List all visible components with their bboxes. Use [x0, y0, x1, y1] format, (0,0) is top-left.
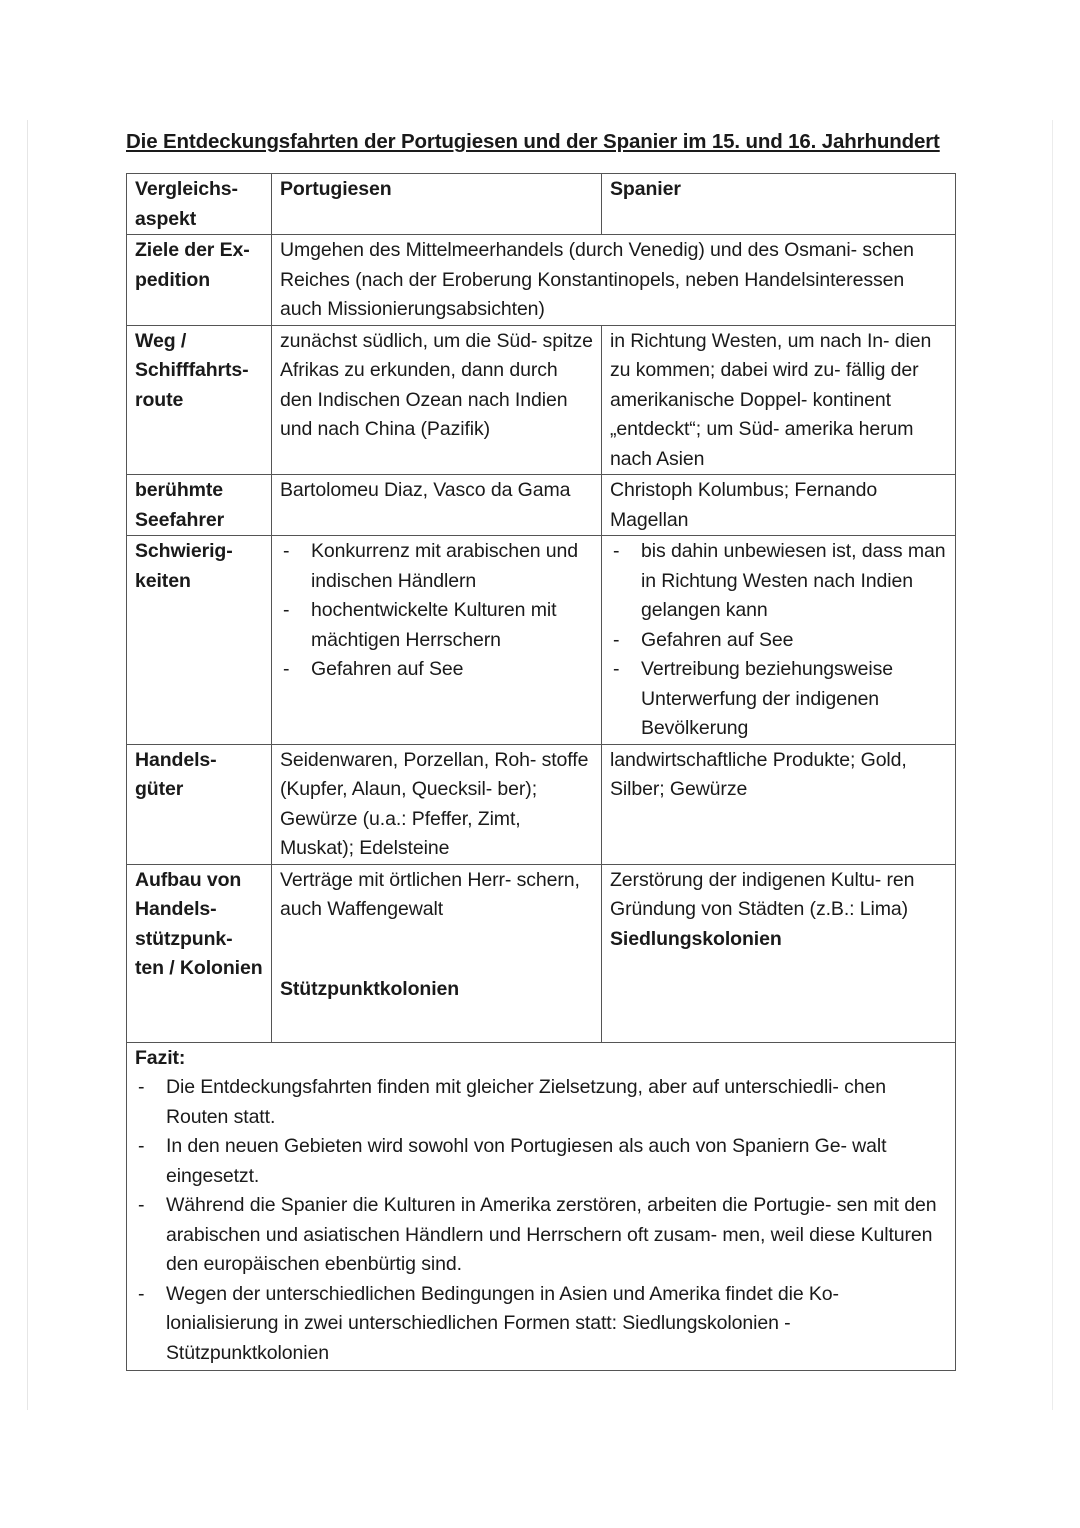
handelsgueter-spanier: landwirtschaftliche Produkte; Gold, Silber; Gewürze [602, 744, 956, 864]
seefahrer-portugiesen: Bartolomeu Diaz, Vasco da Gama [272, 475, 602, 536]
list-item: - Während die Spanier die Kulturen in Amerika zerstören, arbeiten die Portugie- sen mit den arabischen und asiatischen Händlern und Herrschern oft zusam- men, weil diese Kulturen den europäischen ebenbürtig sind. [135, 1191, 947, 1280]
kolonien-spanier [602, 864, 956, 1042]
fazit-list [135, 1073, 947, 1368]
route-portugiesen: zunächst südlich, um die Süd- spitze Afrikas zu erkunden, dann durch den Indischen Ozean nach Indien und nach China (Pazifik) [272, 325, 602, 475]
header-portugiesen: Portugiesen [272, 174, 602, 235]
spacer [280, 925, 593, 975]
fazit-cell [127, 1042, 956, 1371]
table-header-row [127, 174, 956, 235]
table-row [127, 325, 956, 475]
list-item: - Die Entdeckungsfahrten finden mit gleicher Zielsetzung, aber auf unterschiedli- chen Routen statt. [135, 1073, 947, 1132]
row-aspect-schwierigkeiten: Schwierig- keiten [127, 536, 272, 745]
table-row [127, 536, 956, 745]
row-aspect-route: Weg / Schifffahrts- route [127, 325, 272, 475]
page-edge-right [1052, 120, 1053, 1410]
document-title: Die Entdeckungsfahrten der Portugiesen und der Spanier im 15. und 16. Jahrhundert [126, 130, 940, 153]
route-spanier: in Richtung Westen, um nach In- dien zu kommen; dabei wird zu- fällig der amerikanische Doppel- kontinent „entdeckt“; um Süd- amerika herum nach Asien [602, 325, 956, 475]
kolonien-spanier-text-1: Zerstörung der indigenen Kultu- ren [610, 868, 915, 891]
row-aspect-handelsgueter: Handels- güter [127, 744, 272, 864]
list-item: - Wegen der unterschiedlichen Bedingungen in Asien und Amerika findet die Ko- lonialisierung in zwei unterschiedlichen Formen statt: Siedlungskolonien - Stützpunktkolonien [135, 1280, 947, 1369]
list-item: - Vertreibung beziehungsweise Unterwerfung der indigenen Bevölkerung [610, 655, 947, 744]
fazit-heading: Fazit: [135, 1046, 186, 1069]
list-item: - hochentwickelte Kulturen mit mächtigen Herrschern [280, 596, 593, 655]
page-edge-left [27, 120, 28, 1410]
list-item: - Gefahren auf See [280, 655, 593, 685]
comparison-table [126, 173, 956, 1371]
table-row [127, 235, 956, 326]
header-spanier: Spanier [602, 174, 956, 235]
schwierigkeiten-spanier [602, 536, 956, 745]
list-item: - Gefahren auf See [610, 626, 947, 656]
header-aspect: Vergleichs- aspekt [127, 174, 272, 235]
row-aspect-seefahrer: berühmte Seefahrer [127, 475, 272, 536]
list-item: - bis dahin unbewiesen ist, dass man in Richtung Westen nach Indien gelangen kann [610, 537, 947, 626]
row-aspect-ziele: Ziele der Ex- pedition [127, 235, 272, 326]
kolonien-portugiesen-type: Stützpunktkolonien [280, 977, 460, 1000]
schwierigkeiten-portugiesen [272, 536, 602, 745]
list-item: - In den neuen Gebieten wird sowohl von Portugiesen als auch von Spaniern Ge- walt eingesetzt. [135, 1132, 947, 1191]
list-item: - Konkurrenz mit arabischen und indischen Händlern [280, 537, 593, 596]
kolonien-portugiesen [272, 864, 602, 1042]
kolonien-spanier-type: Siedlungskolonien [610, 927, 782, 950]
table-row [127, 864, 956, 1042]
fazit-row [127, 1042, 956, 1371]
kolonien-portugiesen-text: Verträge mit örtlichen Herr- schern, auch Waffengewalt [280, 868, 580, 920]
row-aspect-kolonien: Aufbau von Handels- stützpunk- ten / Kolonien [127, 864, 272, 1042]
seefahrer-spanier: Christoph Kolumbus; Fernando Magellan [602, 475, 956, 536]
kolonien-spanier-text-2: Gründung von Städten (z.B.: Lima) [610, 898, 909, 920]
ziele-merged-cell: Umgehen des Mittelmeerhandels (durch Venedig) und des Osmani- schen Reiches (nach der Eroberung Konstantinopels, neben Handelsinteressen auch Missionierungsabsichten) [272, 235, 956, 326]
handelsgueter-portugiesen: Seidenwaren, Porzellan, Roh- stoffe (Kupfer, Alaun, Quecksil- ber); Gewürze (u.a.: Pfeffer, Zimt, Muskat); Edelsteine [272, 744, 602, 864]
table-row [127, 744, 956, 864]
table-row [127, 475, 956, 536]
